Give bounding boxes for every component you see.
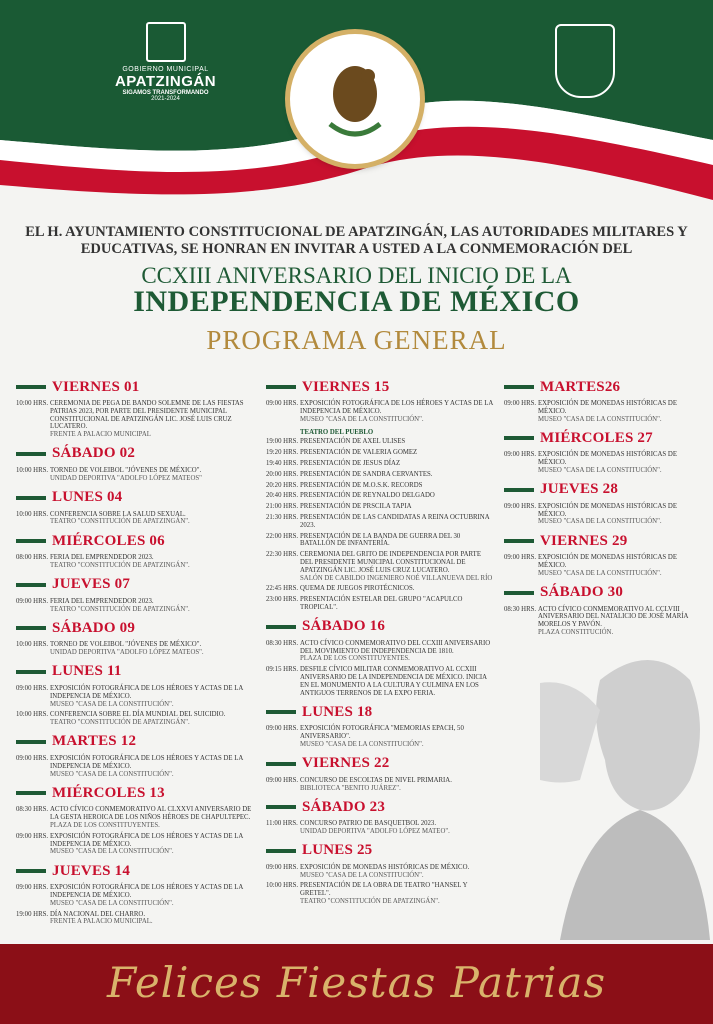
event-row	[16, 511, 256, 527]
logo-motto: SIGAMOS TRANSFORMANDO	[122, 90, 209, 96]
day-name: MARTES26	[540, 378, 621, 395]
event-location: MUSEO "CASA DE LA CONSTITUCIÓN".	[538, 518, 662, 526]
day-bar	[266, 625, 296, 629]
event-text: EXPOSICIÓN FOTOGRÁFICA DE LOS HÉROES Y ACTAS DE LA INDEPENCIA DE MÉXICO.	[50, 832, 243, 848]
event-description	[300, 820, 494, 836]
event-time: 09:00 HRS.	[16, 684, 49, 692]
day-bar	[16, 791, 46, 795]
event-row	[266, 551, 494, 582]
day-heading	[16, 731, 256, 753]
event-row	[266, 471, 494, 479]
day-heading	[16, 782, 256, 804]
event-location: MUSEO "CASA DE LA CONSTITUCIÓN".	[300, 415, 424, 423]
day-bar	[266, 710, 296, 714]
event-time: 08:30 HRS.	[504, 605, 537, 613]
event-description	[538, 606, 704, 637]
city-crest-icon	[555, 24, 615, 98]
event-text: EXPOSICIÓN FOTOGRÁFICA DE LOS HÉROES Y ACTAS DE LA INDEPENCIA DE MÉXICO.	[50, 754, 243, 770]
event-description	[300, 482, 494, 490]
event-row	[266, 460, 494, 468]
event-time: 09:00 HRS.	[266, 400, 299, 407]
event-text: CEREMONIA DE PEGA DE BANDO SOLEMNE DE LAS FIESTAS PATRIAS 2023, POR PARTE DEL PRESIDENTE MUNICIPAL CONSTITUCIONAL DE APATZINGÁN LIC. JOSÉ LUIS CRUZ LUCATERO.	[50, 400, 244, 431]
event-row	[266, 725, 494, 748]
event-row	[266, 503, 494, 511]
event-time: 09:00 HRS.	[16, 832, 49, 840]
event-text: EXPOSICIÓN FOTOGRÁFICA DE LOS HÉROES Y ACTAS DE LA INDEPENCIA DE MÉXICO.	[50, 884, 243, 899]
event-description	[50, 641, 256, 657]
day-bar	[16, 539, 46, 543]
day-heading	[504, 479, 704, 501]
day-heading	[266, 753, 494, 775]
event-row	[16, 911, 256, 927]
event-text: TORNEO DE VOLEIBOL "JÓVENES DE MÉXICO".	[50, 641, 202, 649]
event-time: 09:00 HRS.	[504, 502, 537, 510]
day-name: MIÉRCOLES 13	[52, 784, 165, 801]
schedule-column-1	[16, 372, 256, 929]
day-bar	[16, 670, 46, 674]
event-time: 08:30 HRS.	[266, 639, 299, 647]
event-location: UNIDAD DEPORTIVA "ADOLFO LÓPEZ MATEO".	[300, 828, 450, 836]
event-description	[300, 514, 494, 530]
event-location: MUSEO "CASA DE LA CONSTITUCIÓN".	[50, 848, 174, 856]
event-description	[50, 833, 256, 856]
schedule-column-2	[266, 372, 494, 909]
event-location: TEATRO "CONSTITUCIÓN DE APATZINGÁN".	[50, 719, 190, 727]
event-location: FRENTE A PALACIO MUNICIPAL.	[50, 918, 153, 926]
event-row	[16, 833, 256, 856]
day-name: MIÉRCOLES 06	[52, 532, 165, 549]
event-text: PRESENTACIÓN ESTELAR DEL GRUPO "ACAPULCO TROPICAL".	[300, 596, 463, 611]
title-line1: CCXIII ANIVERSARIO DEL INICIO DE LA	[141, 263, 572, 288]
event-row	[16, 641, 256, 657]
event-location: MUSEO "CASA DE LA CONSTITUCIÓN".	[50, 899, 174, 907]
event-description	[300, 460, 494, 468]
day-name: VIERNES 29	[540, 532, 628, 549]
event-description	[300, 471, 494, 479]
event-time: 10:00 HRS.	[16, 641, 49, 649]
intro-text: EL H. AYUNTAMIENTO CONSTITUCIONAL DE APATZINGÁN, LAS AUTORIDADES MILITARES Y EDUCATIVAS, SE HONRAN EN INVITAR A USTED A LA CONMEMORACIÓN DEL	[25, 224, 688, 257]
event-text: EXPOSICIÓN DE MONEDAS HISTÓRICAS DE MÉXICO.	[538, 400, 677, 415]
event-text: PRESENTACIÓN DE AXEL ULISES	[300, 438, 406, 446]
day-bar	[266, 805, 296, 809]
event-description	[300, 503, 494, 511]
event-text: CONFERENCIA SOBRE LA SALUD SEXUAL.	[50, 510, 186, 518]
event-description	[538, 451, 704, 474]
event-time: 09:00 HRS.	[16, 597, 49, 605]
day-name: VIERNES 22	[302, 755, 390, 772]
event-row	[16, 685, 256, 708]
event-description	[300, 725, 494, 748]
event-row	[266, 864, 494, 880]
event-location: FRENTE A PALACIO MUNICIPAL	[50, 431, 151, 439]
day-bar	[504, 539, 534, 543]
event-time: 19:40 HRS.	[266, 459, 299, 467]
event-description	[300, 492, 494, 500]
schedule-column-3	[504, 372, 704, 640]
event-description	[50, 884, 256, 907]
event-time: 20:40 HRS.	[266, 492, 299, 500]
footer-greeting: Felices Fiestas Patrias	[106, 958, 607, 1007]
day-name: VIERNES 01	[52, 378, 140, 395]
event-text: DESFILE CÍVICO MILITAR CONMEMORATIVO AL CCXIII ANIVERSARIO DE LA INDEPENDENCIA DE MÉXICO. INICIA EN EL MONUMENTO A LA CULTURA Y CULMINA EN LOS ANTIGUOS TERRENOS DE LA EXPO FERIA.	[300, 666, 487, 697]
day-heading	[16, 860, 256, 882]
event-text: PRESENTACIÓN DE LAS CANDIDATAS A REINA OCTUBRINA 2023.	[300, 513, 490, 529]
event-text: QUEMA DE JUEGOS PIROTÉCNICOS.	[300, 585, 415, 593]
footer-banner	[0, 944, 713, 1024]
municipal-logo	[108, 22, 223, 102]
day-heading	[504, 530, 704, 552]
day-heading	[16, 487, 256, 509]
day-heading	[16, 574, 256, 596]
national-seal-icon	[290, 34, 420, 164]
event-time: 20:00 HRS.	[266, 470, 299, 478]
event-location: UNIDAD DEPORTIVA "ADOLFO LÓPEZ MATEOS"	[50, 474, 202, 482]
day-name: SÁBADO 09	[52, 619, 136, 636]
event-row	[266, 882, 494, 905]
event-location: TEATRO "CONSTITUCIÓN DE APATZINGÁN".	[50, 561, 190, 569]
event-text: EXPOSICIÓN DE MONEDAS HISTÓRICAS DE MÉXICO.	[538, 451, 677, 467]
event-location: TEATRO "CONSTITUCIÓN DE APATZINGÁN".	[50, 518, 190, 526]
day-bar	[504, 385, 534, 389]
venue-subtitle: TEATRO DEL PUEBLO	[300, 429, 374, 437]
day-heading	[16, 443, 256, 465]
event-time: 09:00 HRS.	[266, 863, 299, 871]
event-location: MUSEO "CASA DE LA CONSTITUCIÓN".	[50, 770, 174, 778]
event-time: 22:00 HRS.	[266, 532, 299, 540]
event-time: 09:00 HRS.	[16, 754, 49, 762]
event-description	[300, 400, 494, 423]
day-name: LUNES 18	[302, 703, 373, 720]
event-time: 22:30 HRS.	[266, 551, 299, 559]
day-bar	[504, 488, 534, 492]
event-location: MUSEO "CASA DE LA CONSTITUCIÓN".	[538, 569, 662, 577]
day-heading	[266, 701, 494, 723]
event-location: TEATRO "CONSTITUCIÓN DE APATZINGÁN".	[50, 605, 190, 613]
event-time: 09:00 HRS.	[266, 725, 299, 733]
event-text: ACTO CÍVICO CONMEMORATIVO DEL CCXIII ANIVERSARIO DEL MOVIMIENTO DE INDEPENDENCIA DE 1810.	[300, 639, 491, 655]
event-row	[504, 400, 704, 423]
event-row	[16, 598, 256, 614]
event-time: 08:00 HRS.	[16, 554, 49, 562]
day-name: JUEVES 14	[52, 862, 131, 879]
event-row	[266, 533, 494, 549]
day-name: SÁBADO 30	[540, 584, 624, 601]
event-description	[50, 554, 256, 570]
event-text: CONCURSO DE ESCOLTAS DE NIVEL PRIMARIA.	[300, 776, 452, 784]
day-heading	[504, 582, 704, 604]
event-description	[300, 777, 494, 793]
event-description	[300, 585, 494, 593]
day-heading	[266, 796, 494, 818]
event-description	[50, 755, 256, 778]
logo-years: 2021-2024	[151, 96, 180, 102]
event-text: ACTO CÍVICO CONMEMORATIVO AL CLXXVI ANIVERSARIO DE LA GESTA HEROICA DE LOS NIÑOS HÉROES DE CHAPULTEPEC.	[50, 806, 252, 822]
event-time: 21:00 HRS.	[266, 503, 299, 511]
logo-gm: GOBIERNO MUNICIPAL	[122, 66, 209, 73]
event-time: 10:00 HRS.	[266, 882, 299, 890]
day-name: SÁBADO 23	[302, 798, 386, 815]
event-time: 09:00 HRS.	[504, 400, 537, 407]
event-row	[266, 400, 494, 423]
day-name: MIÉRCOLES 27	[540, 429, 653, 446]
event-time: 11:00 HRS.	[266, 820, 298, 828]
event-text: PRESENTACIÓN DE LA BANDA DE GUERRA DEL 30 BATALLÓN DE INFANTERÍA.	[300, 532, 461, 548]
event-time: 10:00 HRS.	[16, 466, 49, 474]
day-heading	[16, 661, 256, 683]
event-row	[504, 503, 704, 526]
day-bar	[16, 869, 46, 873]
day-name: LUNES 04	[52, 489, 123, 506]
event-text: CONCURSO PATRIO DE BASQUETBOL 2023.	[300, 820, 437, 828]
event-location: TEATRO "CONSTITUCIÓN DE APATZINGÁN".	[300, 898, 440, 906]
event-row	[504, 554, 704, 577]
event-row	[266, 492, 494, 500]
event-text: PRESENTACIÓN DE SANDRA CERVANTES.	[300, 470, 433, 478]
event-description	[50, 806, 256, 829]
day-bar	[504, 591, 534, 595]
event-description	[50, 400, 256, 439]
event-row	[266, 777, 494, 793]
event-text: EXPOSICIÓN FOTOGRÁFICA DE LOS HÉROES Y ACTAS DE LA INDEPENCIA DE MÉXICO.	[300, 400, 493, 415]
event-time: 09:15 HRS.	[266, 666, 299, 674]
event-time: 10:00 HRS.	[16, 711, 49, 719]
event-description	[300, 864, 494, 880]
event-time: 09:00 HRS.	[266, 776, 299, 784]
event-location: PLAZA DE LOS CONSTITUYENTES.	[50, 821, 160, 829]
event-text: EXPOSICIÓN DE MONEDAS HISTÓRICAS DE MÉXICO.	[300, 863, 470, 871]
event-text: PRESENTACIÓN DE VALERIA GOMEZ	[300, 449, 418, 457]
event-text: PRESENTACIÓN DE REYNALDO DELGADO	[300, 492, 435, 500]
event-location: BIBLIOTECA "BENITO JUÁREZ".	[300, 784, 401, 792]
day-name: SÁBADO 02	[52, 445, 136, 462]
event-row	[16, 755, 256, 778]
day-bar	[266, 385, 296, 389]
program-title: PROGRAMA GENERAL	[206, 325, 507, 355]
event-text: CONFERENCIA SOBRE EL DÍA MUNDIAL DEL SUICIDIO.	[50, 711, 226, 719]
event-description	[300, 533, 494, 549]
event-description	[50, 511, 256, 527]
event-description	[300, 449, 494, 457]
event-location: PLAZA CONSTITUCIÓN.	[538, 628, 614, 636]
event-description	[50, 598, 256, 614]
day-bar	[16, 385, 46, 389]
event-description	[300, 640, 494, 663]
event-location: MUSEO "CASA DE LA CONSTITUCIÓN".	[538, 466, 662, 474]
day-name: LUNES 25	[302, 842, 373, 859]
event-time: 19:00 HRS.	[16, 910, 49, 918]
event-text: PRESENTACIÓN DE JESUS DÍAZ	[300, 459, 401, 467]
day-bar	[504, 436, 534, 440]
event-text: PRESENTACIÓN DE M.O.S.K. RECORDS	[300, 481, 423, 489]
day-bar	[16, 740, 46, 744]
event-time: 20:20 HRS.	[266, 481, 299, 489]
event-time: 09:00 HRS.	[504, 554, 537, 562]
event-description	[300, 438, 494, 446]
event-row	[266, 666, 494, 697]
day-heading	[16, 617, 256, 639]
event-time: 22:45 HRS.	[266, 585, 299, 593]
event-time: 21:30 HRS.	[266, 513, 299, 521]
day-name: SÁBADO 16	[302, 618, 386, 635]
event-text: PRESENTACIÓN DE PRSCILA TAPIA	[300, 503, 412, 511]
event-location: MUSEO "CASA DE LA CONSTITUCIÓN".	[300, 871, 424, 879]
day-bar	[16, 583, 46, 587]
event-description	[538, 554, 704, 577]
logo-city: APATZINGÁN	[114, 73, 217, 90]
day-name: VIERNES 15	[302, 378, 390, 395]
day-name: MARTES 12	[52, 733, 137, 750]
event-time: 23:00 HRS.	[266, 596, 299, 604]
event-text: ACTO CÍVICO CONMEMORATIVO AL CCLVIII ANIVERSARIO DEL NATALICIO DE JOSÉ MARÍA MORELOS Y PAVÓN.	[538, 605, 689, 629]
event-text: FERIA DEL EMPRENDEDOR 2023.	[50, 597, 154, 605]
day-heading	[266, 840, 494, 862]
event-time: 19:00 HRS.	[266, 438, 299, 446]
day-name: JUEVES 07	[52, 576, 131, 593]
building-icon	[146, 22, 186, 62]
event-location: SALÓN DE CABILDO INGENIERO NOÉ VILLANUEVA DEL RÍO	[300, 574, 493, 582]
hidalgo-illustration	[540, 640, 710, 940]
event-text: PRESENTACIÓN DE LA OBRA DE TEATRO "HANSEL Y GRETEL".	[300, 882, 468, 898]
event-location: MUSEO "CASA DE LA CONSTITUCIÓN".	[50, 700, 174, 708]
event-row	[16, 400, 256, 439]
event-time: 08:30 HRS.	[16, 806, 49, 814]
event-row	[16, 884, 256, 907]
event-description	[300, 666, 494, 697]
event-description	[300, 596, 494, 612]
event-row	[16, 467, 256, 483]
event-text: EXPOSICIÓN FOTOGRÁFICA DE LOS HÉROES Y ACTAS DE LA INDEPENCIA DE MÉXICO.	[50, 684, 243, 700]
event-text: FERIA DEL EMPRENDEDOR 2023.	[50, 554, 154, 562]
day-bar	[266, 762, 296, 766]
day-heading	[266, 616, 494, 638]
day-bar	[16, 496, 46, 500]
day-bar	[16, 626, 46, 630]
event-location: UNIDAD DEPORTIVA "ADOLFO LÓPEZ MATEOS".	[50, 649, 204, 657]
event-time: 10:00 HRS.	[16, 510, 49, 518]
title-line2: INDEPENDENCIA DE MÉXICO	[133, 285, 580, 318]
event-row	[504, 606, 704, 637]
day-name: JUEVES 28	[540, 481, 619, 498]
event-row	[16, 711, 256, 727]
event-row	[266, 596, 494, 612]
event-time: 10:00 HRS.	[16, 400, 49, 407]
event-description	[538, 400, 704, 423]
event-location: PLAZA DE LOS CONSTITUYENTES.	[300, 655, 410, 663]
event-time: 09:00 HRS.	[504, 451, 537, 459]
event-location: MUSEO "CASA DE LA CONSTITUCIÓN".	[300, 740, 424, 748]
event-text: EXPOSICIÓN DE MONEDAS HISTÓRICAS DE MÉXICO.	[538, 502, 677, 518]
event-description	[538, 503, 704, 526]
event-time: 09:00 HRS.	[16, 884, 49, 892]
event-row	[266, 438, 494, 446]
day-heading	[504, 427, 704, 449]
event-row	[16, 554, 256, 570]
event-description	[300, 882, 494, 905]
day-heading	[16, 530, 256, 552]
event-row	[266, 482, 494, 490]
event-text: EXPOSICIÓN FOTOGRÁFICA "MEMORIAS EPACH, 50 ANIVERSARIO".	[300, 725, 464, 741]
event-description	[50, 685, 256, 708]
event-location: MUSEO "CASA DE LA CONSTITUCIÓN".	[538, 415, 662, 423]
event-text: TORNEO DE VOLEIBOL "JÓVENES DE MÉXICO".	[50, 466, 202, 474]
event-text: CEREMONIA DEL GRITO DE INDEPENDENCIA POR PARTE DEL PRESIDENTE MUNICIPAL CONSTITUCIONAL DE APATZINGÁN LIC. JOSÉ LUIS CRUZ LUCATERO.	[300, 551, 481, 574]
event-row	[266, 514, 494, 530]
event-row	[16, 806, 256, 829]
day-heading	[16, 376, 256, 398]
day-bar	[16, 452, 46, 456]
event-description	[50, 911, 256, 927]
day-bar	[266, 849, 296, 853]
event-row	[266, 449, 494, 457]
day-name: LUNES 11	[52, 663, 122, 680]
header-banner	[0, 0, 713, 200]
event-text: EXPOSICIÓN DE MONEDAS HISTÓRICAS DE MÉXICO.	[538, 554, 677, 569]
event-description	[300, 551, 494, 582]
day-heading	[266, 376, 494, 398]
event-row	[266, 585, 494, 593]
event-description	[50, 467, 256, 483]
event-row	[266, 820, 494, 836]
event-row	[266, 640, 494, 663]
event-time: 19:20 HRS.	[266, 449, 299, 457]
event-row	[504, 451, 704, 474]
event-text: DÍA NACIONAL DEL CHARRO.	[50, 910, 146, 918]
event-description	[50, 711, 256, 727]
day-heading	[504, 376, 704, 398]
